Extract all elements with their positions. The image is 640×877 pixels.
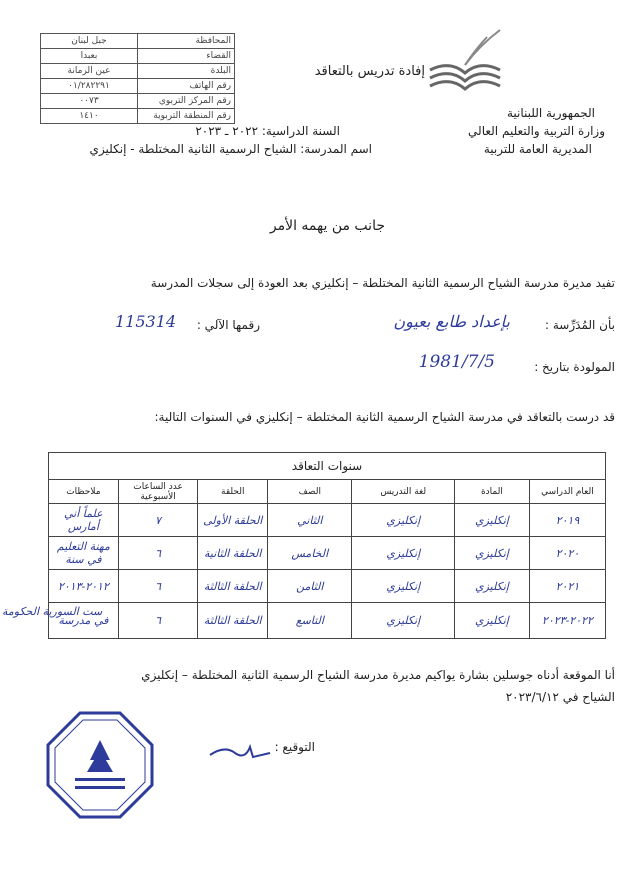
salutation: جانب من يهمه الأمر — [269, 218, 385, 234]
info-row — [41, 79, 235, 94]
column-header: ملاحظات — [49, 480, 119, 504]
table-cell: ٢٠١٢-٢٠١٣ — [49, 570, 119, 603]
taught-text: قد درست بالتعاقد في مدرسة الشياح الرسمية الثانية المختلطة – إنكليزي في السنوات التالية: — [154, 410, 615, 424]
table-cell: ٢٠٢٠ — [529, 537, 605, 570]
name-label: بأن المُدَرِّسة : — [545, 318, 615, 332]
info-label: رقم المنطقة التربوية — [138, 109, 235, 124]
signature-icon — [205, 735, 275, 765]
table-cell: إنكليزي — [352, 570, 455, 603]
table-cell: الخامس — [268, 537, 352, 570]
dob-label: المولودة بتاريخ : — [534, 360, 615, 374]
margin-note: ست السورية الحكومة — [2, 605, 103, 618]
info-value: عين الرمانة — [41, 64, 138, 79]
table-cell: مهنة التعليم في سنة — [49, 537, 119, 570]
school-year: السنة الدراسية: ٢٠٢٢ ـ ٢٠٢٣ — [195, 124, 340, 138]
table-row — [49, 504, 606, 537]
table-row — [49, 537, 606, 570]
table-cell: الثاني — [268, 504, 352, 537]
info-value: جبل لبنان — [41, 34, 138, 49]
intro-text: تفيد مديرة مدرسة الشياح الرسمية الثانية المختلطة – إنكليزي بعد العودة إلى سجلات المدرسة — [150, 276, 615, 290]
table-cell: الحلقة الثالثة — [198, 570, 268, 603]
info-label: رقم الهاتف — [138, 79, 235, 94]
info-value: ٠٠٧٣ — [41, 94, 138, 109]
info-value: ١٤١٠ — [41, 109, 138, 124]
number-value: 115314 — [115, 312, 177, 331]
column-header: المادة — [455, 480, 530, 504]
place-date: الشياح في ٢٠٢٣/٦/١٢ — [505, 690, 615, 704]
column-header: الحلقة — [198, 480, 268, 504]
table-cell: الثامن — [268, 570, 352, 603]
table-cell: ٦ — [118, 603, 198, 639]
table-cell: ٧ — [118, 504, 198, 537]
table-cell: ٦ — [118, 570, 198, 603]
table-row — [49, 603, 606, 639]
table-row — [49, 570, 606, 603]
header-republic: الجمهورية اللبنانية — [506, 106, 595, 120]
info-value: بعبدا — [41, 49, 138, 64]
column-header: عدد الساعات الأسبوعية — [118, 480, 198, 504]
signature-label: التوقيع : — [274, 740, 315, 754]
table-cell: الحلقة الثالثة — [198, 603, 268, 639]
table-title: سنوات التعاقد — [49, 453, 606, 480]
info-row — [41, 64, 235, 79]
info-value: ٠١/٢٨٢٢٩١ — [41, 79, 138, 94]
header-directorate: المديرية العامة للتربية — [483, 142, 592, 156]
dob-value: 1981/7/5 — [418, 352, 495, 372]
document-title: إفادة تدريس بالتعاقد — [314, 64, 425, 79]
info-row — [41, 94, 235, 109]
table-cell: في مدرسة — [49, 603, 119, 639]
table-cell: إنكليزي — [352, 537, 455, 570]
table-cell: إنكليزي — [455, 504, 530, 537]
column-header: الصف — [268, 480, 352, 504]
info-label: القضاء — [138, 49, 235, 64]
info-label: المحافظة — [138, 34, 235, 49]
table-cell: إنكليزي — [455, 603, 530, 639]
table-cell: ٢٠٢١ — [529, 570, 605, 603]
ministry-logo-icon — [425, 25, 505, 95]
info-label: البلدة — [138, 64, 235, 79]
info-label: رقم المركز التربوي — [138, 94, 235, 109]
column-header: لغة التدريس — [352, 480, 455, 504]
table-cell: إنكليزي — [352, 504, 455, 537]
signer-text: أنا الموقعة أدناه جوسلين بشارة يواكيم مديرة مدرسة الشياح الرسمية الثانية المختلطة – إنكليزي — [141, 668, 615, 682]
table-cell: إنكليزي — [455, 537, 530, 570]
number-label: رقمها الآلي : — [196, 318, 260, 332]
table-cell: الحلقة الثانية — [198, 537, 268, 570]
table-cell: إنكليزي — [455, 570, 530, 603]
column-header: العام الدراسي — [529, 480, 605, 504]
school-name: اسم المدرسة: الشياح الرسمية الثانية المختلطة - إنكليزي — [89, 142, 372, 156]
info-row — [41, 109, 235, 124]
info-row — [41, 34, 235, 49]
table-cell: ٢٠١٩ — [529, 504, 605, 537]
table-cell: علماً أني أمارس — [49, 504, 119, 537]
info-row — [41, 49, 235, 64]
table-cell: ٦ — [118, 537, 198, 570]
info-table — [40, 33, 235, 124]
table-cell: التاسع — [268, 603, 352, 639]
table-cell: إنكليزي — [352, 603, 455, 639]
table-cell: الحلقة الأولى — [198, 504, 268, 537]
school-stamp-icon — [45, 710, 155, 820]
contract-years-table — [48, 452, 606, 639]
header-ministry: وزارة التربية والتعليم العالي — [468, 124, 605, 138]
name-value: بإعداد طابع بعيون — [393, 312, 510, 331]
table-cell: ٢٠٢٢-٢٠٢٣ — [529, 603, 605, 639]
